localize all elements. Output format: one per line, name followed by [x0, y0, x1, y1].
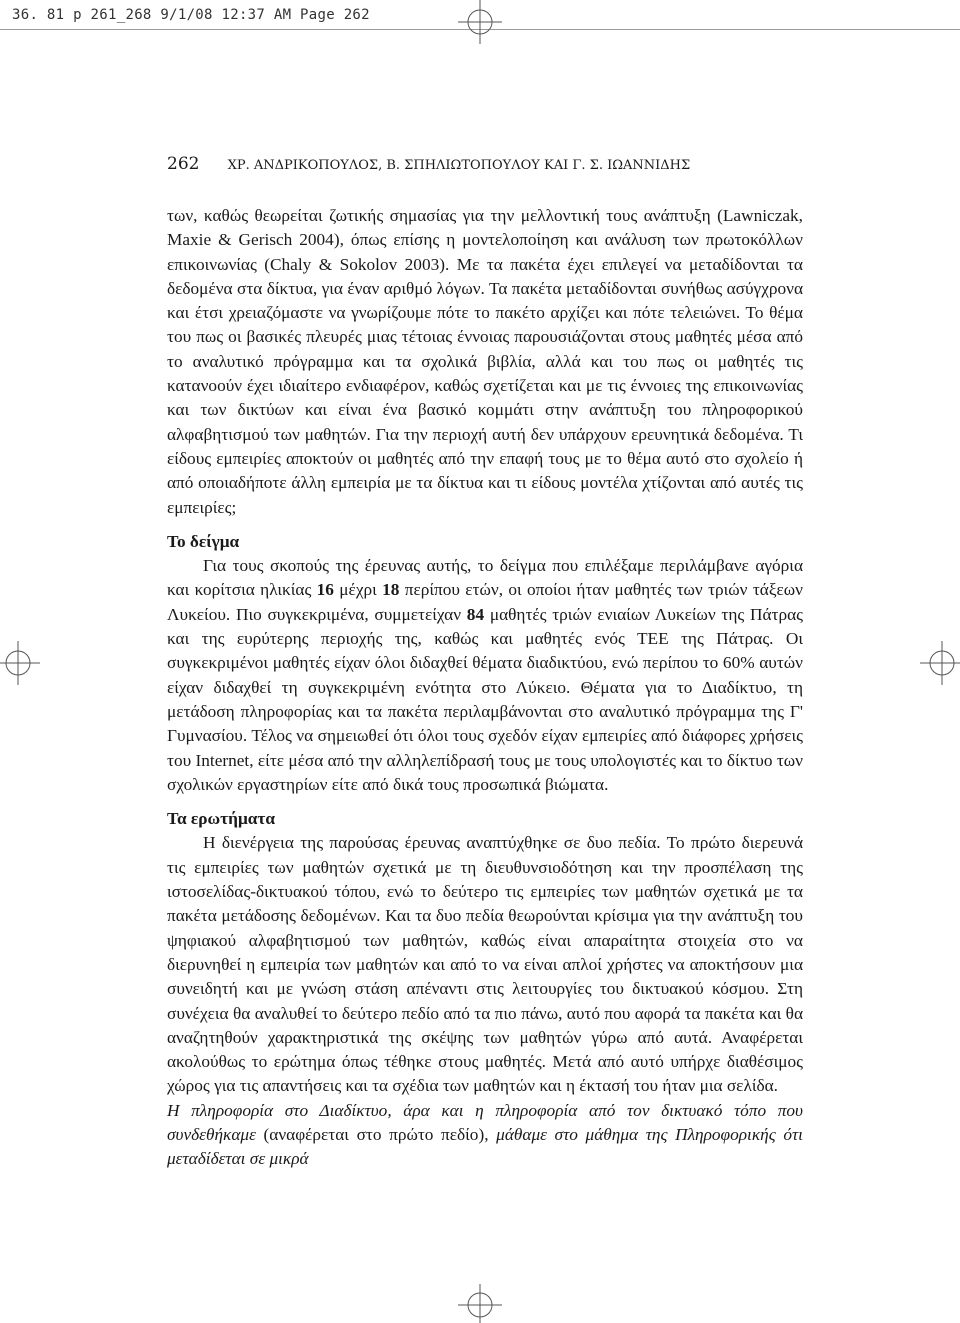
registration-mark-top-icon — [458, 0, 502, 44]
registration-mark-right-icon — [920, 641, 960, 685]
page-body — [167, 204, 803, 1172]
running-head-authors: ΧΡ. ΑΝΔΡΙΚΟΠΟΥΛΟΣ, Β. ΣΠΗΛΙΩΤΟΠΟΥΛΟΥ ΚΑΙ Γ. Σ. ΙΩΑΝΝΙΔΗΣ — [227, 158, 691, 173]
registration-mark-left-icon — [0, 641, 40, 685]
running-head — [167, 154, 807, 174]
student-count: 84 — [466, 604, 485, 624]
paragraph-sample: Για τους σκοπούς της έρευνας αυτής, το δείγμα που επιλέξαμε περιλάμβανε αγόρια και κορίτσια ηλικίας 16 μέχρι 18 περίπου ετών, οι οποίοι ήταν μαθητές των τριών τάξεων Λυκείου. Πιο συγκεκριμένα, συμμετείχαν 84 μαθητές τριών ενιαίων Λυκείων της Πάτρας και της ευρύτερης περιοχής της, καθώς και μαθητές ενός ΤΕΕ της Πάτρας. Οι συγκεκριμένοι μαθητές είχαν όλοι διδαχθεί θέματα διαδικτύου, ενώ περίπου το 60% αυτών είχαν διδαχθεί τη συγκεκριμένη ενότητα στο Λύκειο. Θέματα για το Διαδίκτυο, τη μετάδοση πληροφορίας και τα πακέτα περιλαμβάνονται στο αναλυτικό πρόγραμμα της Γ' Γυμνασίου. Τέλος να σημειωθεί ότι όλοι τους σχεδόν είχαν εμπειρίες από διάφορες χρήσεις του Internet, είτε μέσα από την αλληλεπίδρασή τους με τους υπολογιστές και το δίκτυο των σχολικών εργαστηρίων είτε από δικά τους προσωπικά βιώματα. — [167, 556, 803, 794]
slug-text: 36. 81 p 261_268 9/1/08 12:37 AM Page 262 — [12, 7, 370, 23]
page-number: 262 — [167, 154, 200, 174]
age-to: 18 — [382, 580, 400, 600]
section-heading-sample: Το δείγμα — [167, 531, 240, 551]
age-from: 16 — [316, 580, 334, 600]
registration-mark-bottom-icon — [458, 1284, 502, 1323]
section-heading-questions: Τα ερωτήματα — [167, 809, 276, 829]
paragraph-intro: των, καθώς θεωρείται ζωτικής σημασίας για την μελλοντική τους ανάπτυξη (Lawniczak, Maxie & Gerisch 2004), όπως επίσης η μοντελοποίηση και ανάλυση των πρωτοκόλλων επικοινωνίας (Chaly & Sokolov 2003). Με τα πακέτα έχει επιλεγεί να μεταδίδονται τα δεδομένα στα δίκτυα, για έναν αριθμό λόγων. Τα πακέτα μεταδίδονται συνήθως ασύγχρονα και έτσι χρειαζόμαστε να γνωρίζουμε πότε το πακέτο αρχίζει και πότε τελειώνει. Το θέμα του πως οι βασικές πλευρές μιας τέτοιας έννοιας παρουσιάζονται στους μαθητές μέσα από το αναλυτικό πρόγραμμα και τα σχολικά βιβλία, αλλά και του πως οι μαθητές τις κατανοούν έχει ιδιαίτερο ενδιαφέρον, καθώς σχετίζεται και με τις έννοιες της επικοινωνίας και των δικτύων και είναι ένα βασικό κομμάτι στην ανάπτυξη του πληροφορικού αλφαβητισμού των μαθητών. Για την περιοχή αυτή δεν υπάρχουν ερευνητικά δεδομένα. Τι είδους εμπειρίες αποκτούν οι μαθητές από την επαφή τους με το θέμα αυτό στο σχολείο ή από οποιαδήποτε άλλη εμπειρία με τα δίκτυα και τι είδους μοντέλα χτίζονται από αυτές τις εμπειρίες; — [167, 206, 803, 517]
question-quote: Η πληροφορία στο Διαδίκτυο, άρα και η πληροφορία από τον δικτυακό τόπο που συνδεθήκαμε (αναφέρεται στο πρώτο πεδίο), μάθαμε στο μάθημα της Πληροφορικής ότι μεταδίδεται σε μικρά — [167, 1100, 803, 1169]
paragraph-questions: Η διενέργεια της παρούσας έρευνας αναπτύχθηκε σε δυο πεδία. Το πρώτο διερευνά τις εμπειρίες των μαθητών σχετικά με τη διευθυνσιοδότηση και την προσπέλαση της ιστοσελίδας-δικτυακού τόπου, ενώ το δεύτερο τις εμπειρίες των μαθητών σχετικά με τα πακέτα μετάδοσης δεδομένων. Και τα δυο πεδία θεωρούνται κρίσιμα για την ανάπτυξη του ψηφιακού αλφαβητισμού των μαθητών, καθώς είναι απαραίτητα στοιχεία στο να διερυνηθεί η εμπειρία των μαθητών και από το να είναι απλοί χρήστες να αποκτήσουν μια συνειδητή και με γνώση στάση απέναντι στις λειτουργίες του δικτυακού κόσμου. Στη συνέχεια θα αναλυθεί το δεύτερο πεδίο από τα πιο πάνω, αυτό που αφορά τα πακέτα και θα αναζητηθούν χαρακτηριστικά της σκέψης των μαθητών γύρω από αυτά. Αναφέρεται ακολούθως το ερώτημα όπως τέθηκε στους μαθητές. Μετά από αυτό υπήρχε διαθέσιμος χώρος για τις απαντήσεις και τα σχέδια των μαθητών και η έκτασή του ήταν μια σελίδα. — [167, 833, 803, 1096]
